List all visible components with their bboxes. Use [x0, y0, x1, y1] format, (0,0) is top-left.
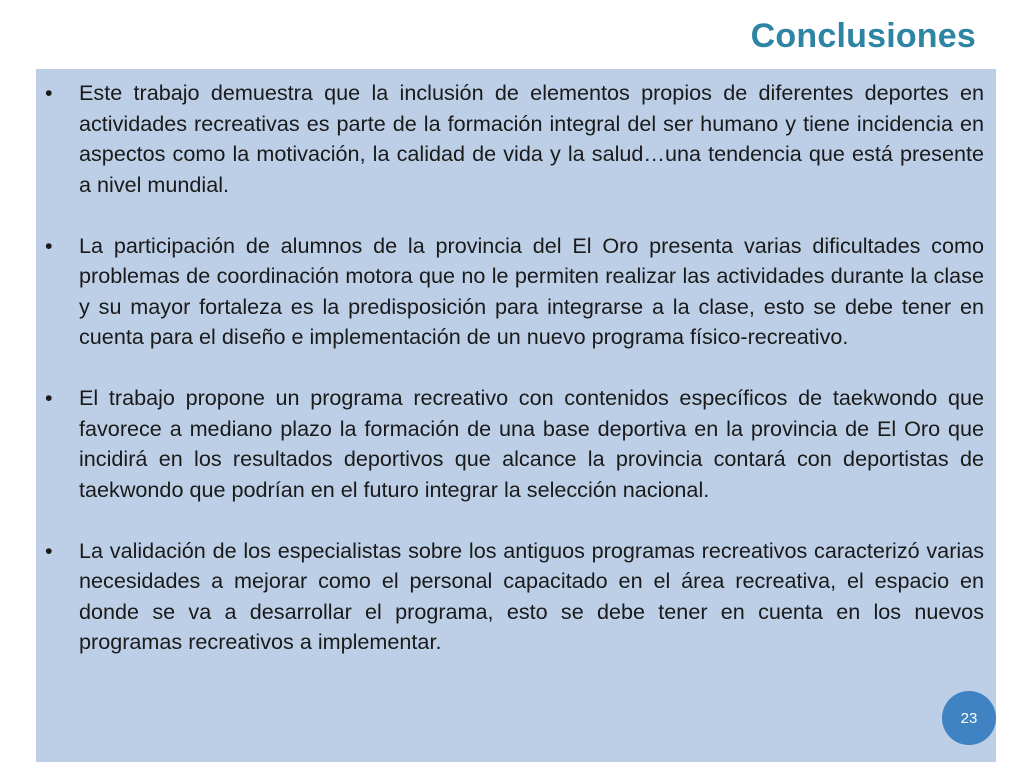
bullet-icon: • [45, 537, 53, 563]
bullet-item [36, 383, 984, 505]
bullet-icon: • [45, 385, 53, 410]
bullet-icon: • [45, 80, 53, 105]
slide-title: Conclusiones [750, 17, 976, 55]
bullet-text: Este trabajo demuestra que la inclusión de elementos propios de diferentes deportes en actividades recreativas es parte de la formación integral del ser humano y tiene incidencia en aspectos como la motivación, la calidad de vida y la salud…una tendencia que está presente a nivel mundial. [79, 80, 984, 197]
bullet-text: La validación de los especialistas sobre los antiguos programas recreativos caracterizó varias necesidades a mejorar como el personal capacitado en el área recreativa, el espacio en donde se va a desarrollar el programa, esto se debe tener en cuenta en los nuevos programas recreativos a implementar. [79, 537, 984, 654]
bullet-item [36, 231, 984, 353]
bullet-text: El trabajo propone un programa recreativo con contenidos específicos de taekwondo que favorece a mediano plazo la formación de una base deportiva en la provincia de El Oro que incidirá en los resultados deportivos que alcance la provincia contará con deportistas de taekwondo que podrían en el futuro integrar la selección nacional. [79, 385, 984, 502]
bullet-icon: • [45, 232, 53, 258]
bullet-list [36, 78, 984, 658]
bullet-item [36, 536, 984, 658]
page-number-badge: 23 [942, 691, 996, 745]
bullet-item [36, 78, 984, 200]
content-box [36, 69, 996, 762]
bullet-text: La participación de alumnos de la provincia del El Oro presenta varias dificultades como problemas de coordinación motora que no le permiten realizar las actividades durante la clase y su mayor fortaleza es la predisposición para integrarse a la clase, esto se debe tener en cuenta para el diseño e implementación de un nuevo programa físico-recreativo. [79, 232, 984, 349]
